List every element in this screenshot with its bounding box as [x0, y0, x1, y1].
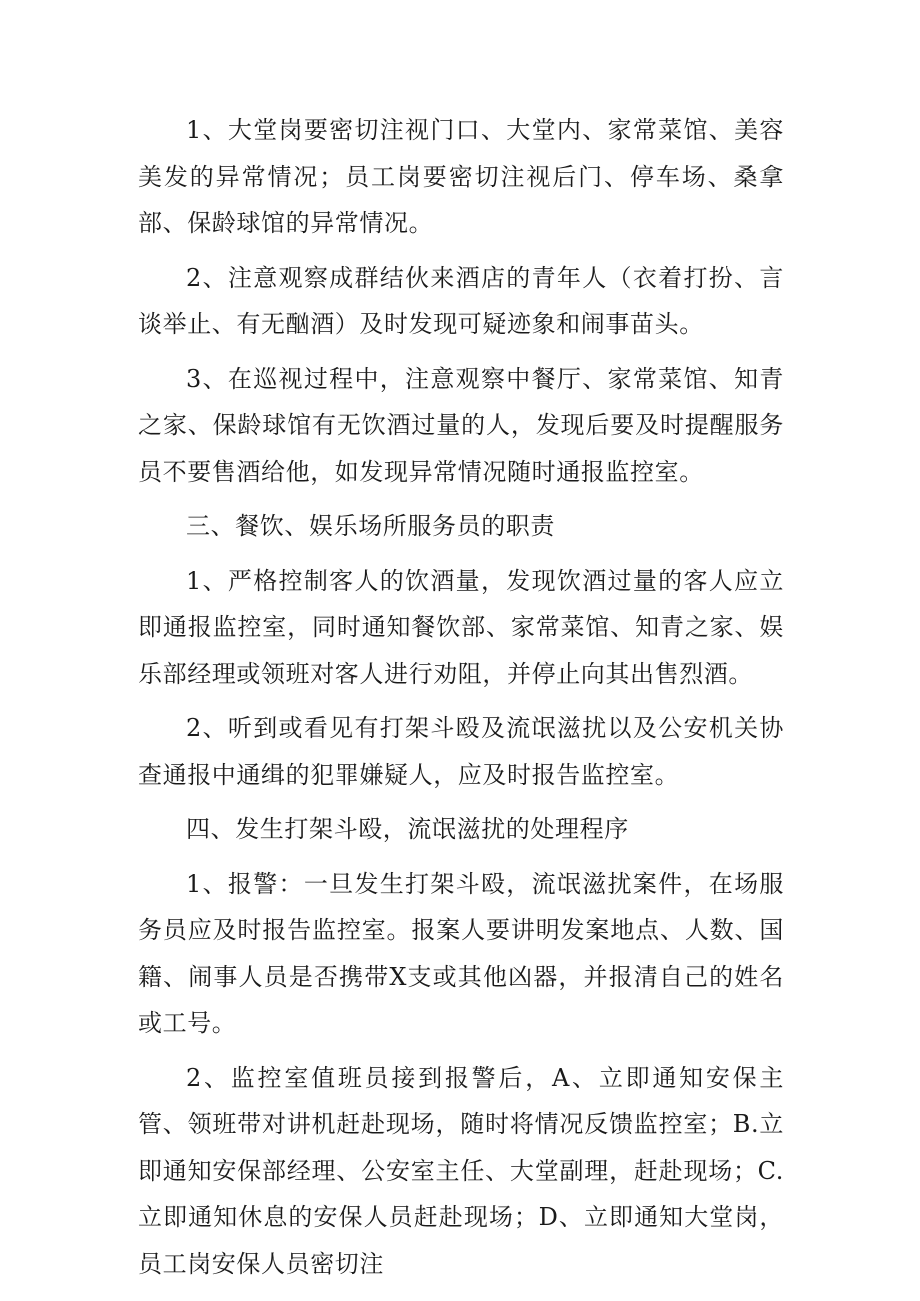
section-heading-4: 四、发生打架斗殴，流氓滋扰的处理程序	[186, 815, 629, 843]
paragraph-observe-youth: 2、注意观察成群结伙来酒店的青年人（衣着打扮、言谈举止、有无酗酒）及时发现可疑迹象和闹事苗头。	[138, 263, 784, 338]
paragraph-lobby-duties: 1、大堂岗要密切注视门口、大堂内、家常菜馆、美容美发的异常情况；员工岗要密切注视后门、停车场、桑拿部、保龄球馆的异常情况。	[138, 116, 784, 237]
paragraph-control-drinking: 1、严格控制客人的饮酒量，发现饮酒过量的客人应立即通报监控室，同时通知餐饮部、家常菜馆、知青之家、娱乐部经理或领班对客人进行劝阻，并停止向其出售烈酒。	[138, 566, 784, 688]
paragraph-report-fights: 2、听到或看见有打架斗殴及流氓滋扰以及公安机关协查通报中通缉的犯罪嫌疑人，应及时报告监控室。	[138, 714, 784, 789]
paragraph-monitor-response: 2、监控室值班员接到报警后，A、立即通知安保主管、领班带对讲机赶赴现场，随时将情况反馈监控室；B.立即通知安保部经理、公安室主任、大堂副理，赶赴现场；C.立即通知休息的安保人员赶赴现场；D、立即通知大堂岗，员工岗安保人员密切注	[138, 1063, 784, 1278]
paragraph-alarm-procedure: 1、报警：一旦发生打架斗殴，流氓滋扰案件，在场服务员应及时报告监控室。报案人要讲明发案地点、人数、国籍、闹事人员是否携带X支或其他凶器，并报清自己的姓名或工号。	[138, 869, 784, 1037]
section-heading-3: 三、餐饮、娱乐场所服务员的职责	[186, 512, 555, 540]
paragraph-patrol-drinking: 3、在巡视过程中，注意观察中餐厅、家常菜馆、知青之家、保龄球馆有无饮酒过量的人，发现后要及时提醒服务员不要售酒给他，如发现异常情况随时通报监控室。	[138, 364, 784, 486]
document-body	[138, 107, 784, 1295]
